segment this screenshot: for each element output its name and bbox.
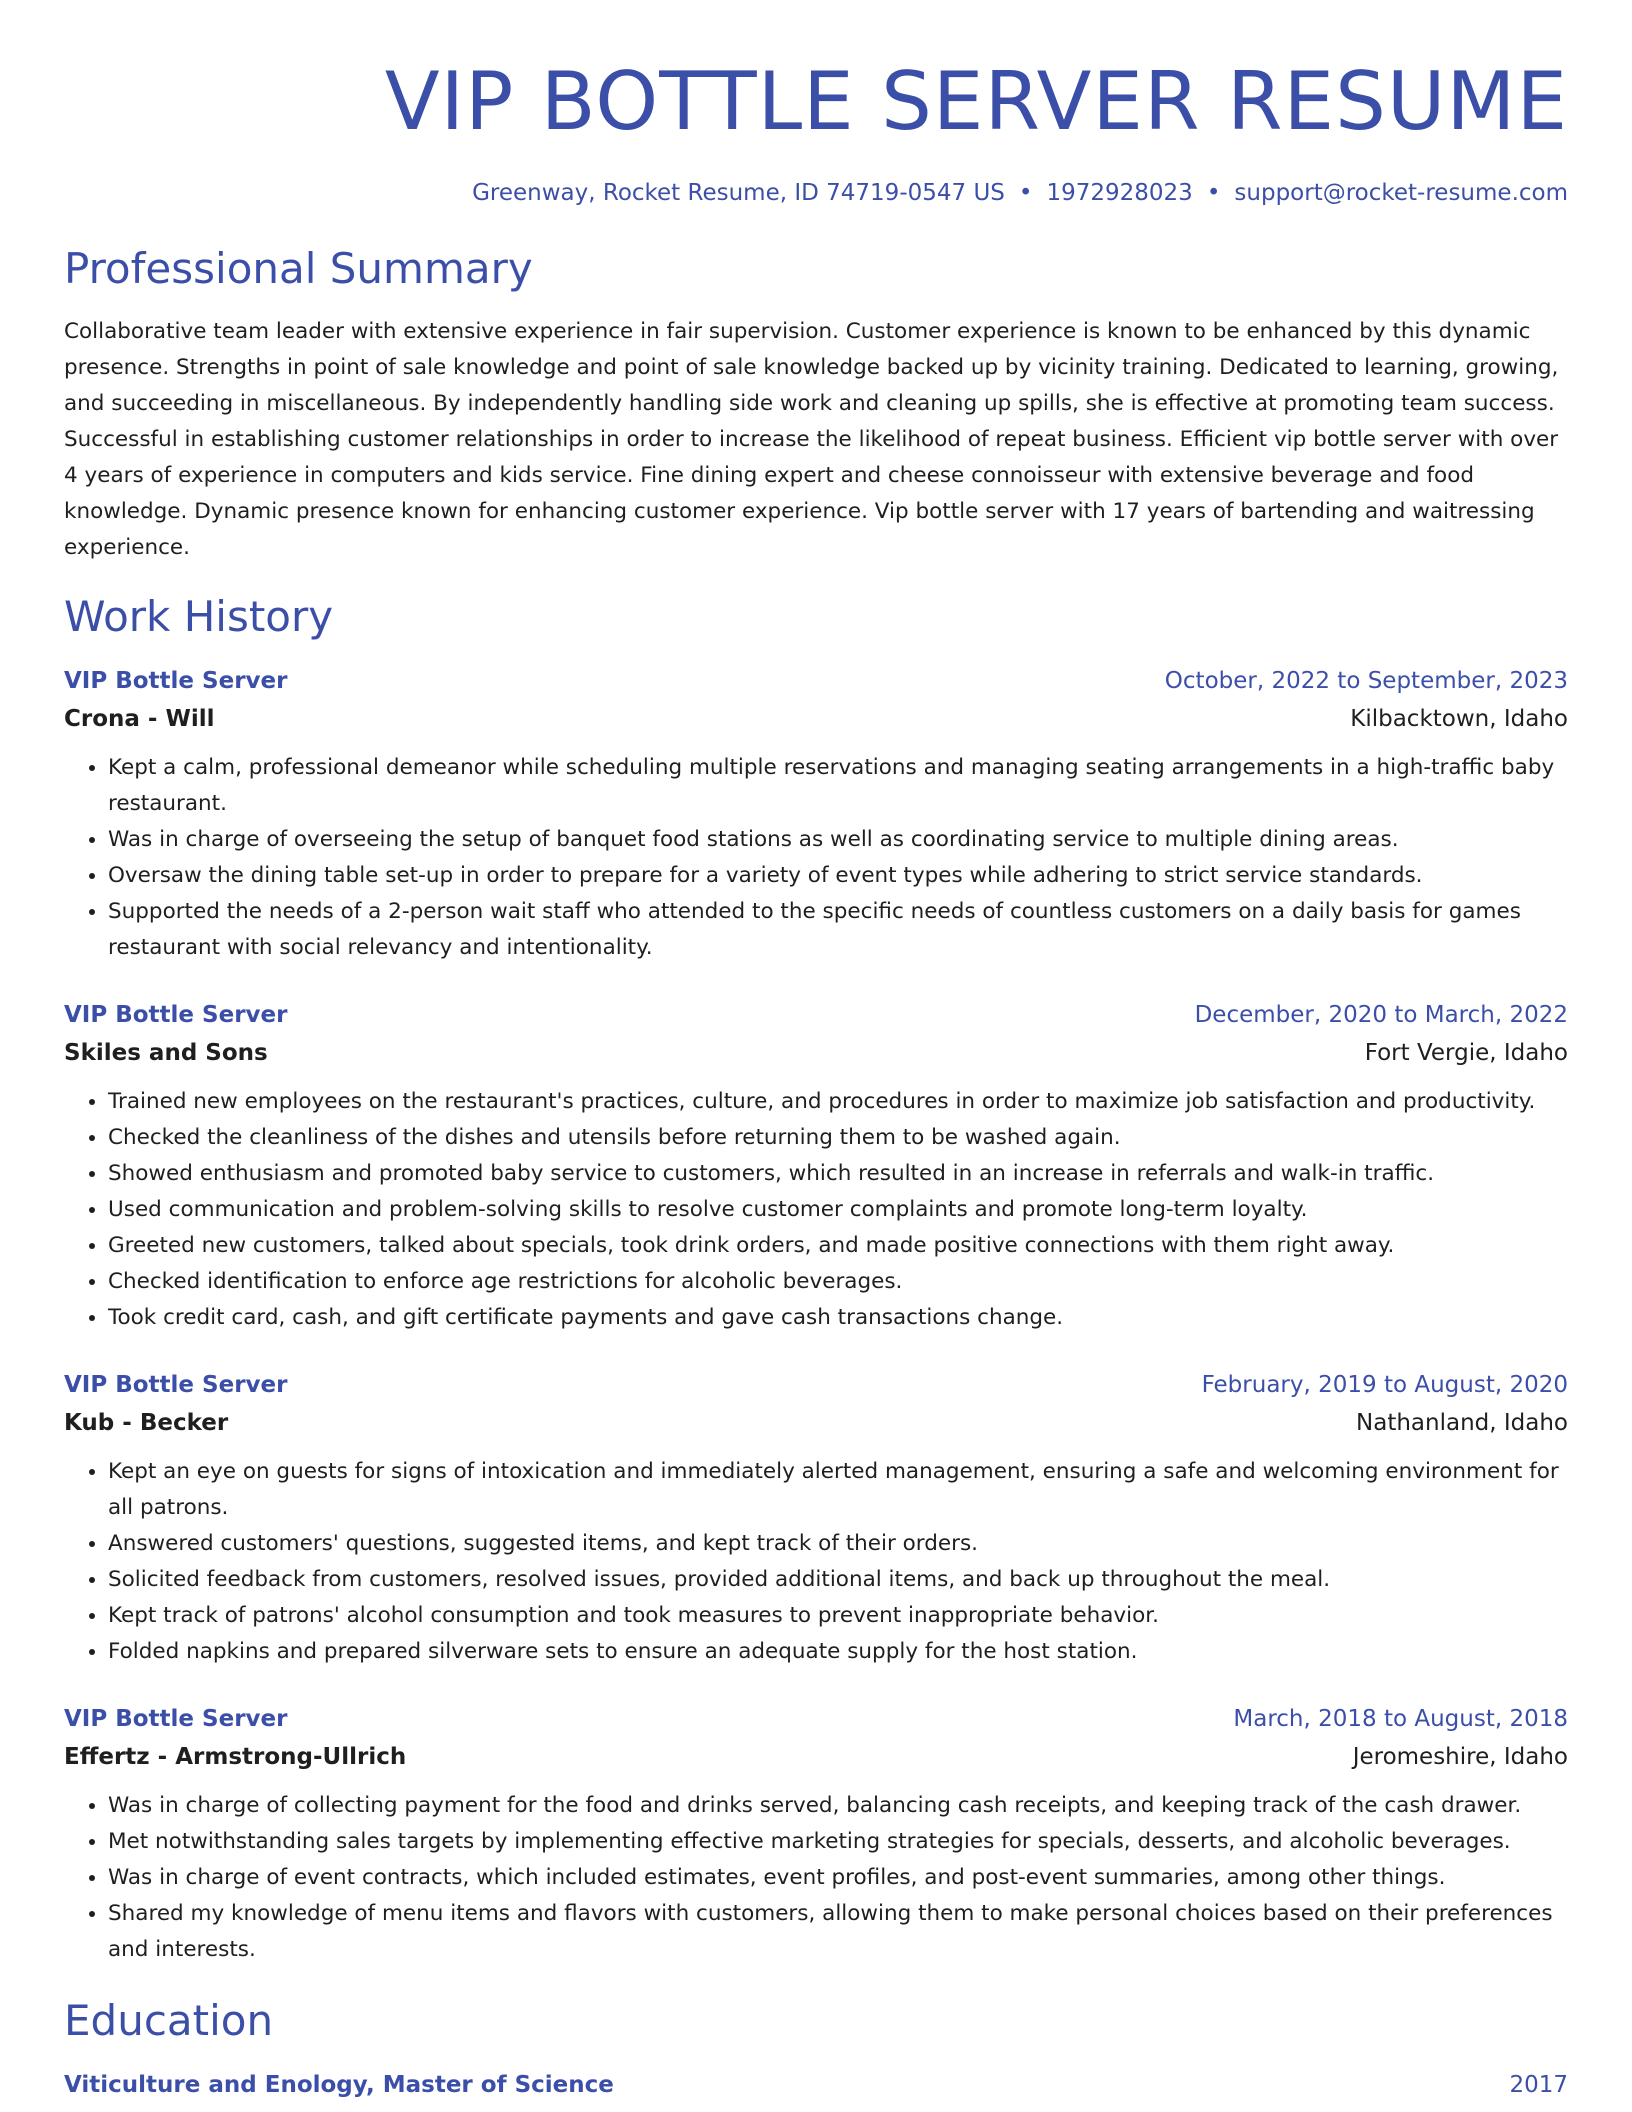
work-history-list: [64, 662, 1568, 1968]
job-bullet: • Solicited feedback from customers, resolved issues, provided additional items, and back up throughout the meal.: [108, 1562, 1568, 1598]
contact-separator: •: [1018, 180, 1033, 206]
job-bullet-list: [64, 1788, 1568, 1968]
job-bullet: • Was in charge of overseeing the setup of banquet food stations as well as coordinating service to multiple dining areas.: [108, 822, 1568, 858]
job-bullet: • Trained new employees on the restaurant's practices, culture, and procedures in order to maximize job satisfaction and productivity.: [108, 1084, 1568, 1120]
job-bullet: • Kept track of patrons' alcohol consumption and took measures to prevent inappropriate behavior.: [108, 1598, 1568, 1634]
job-title: VIP Bottle Server: [64, 1371, 288, 1398]
job-company-row: [64, 1738, 1568, 1776]
job-bullet: • Was in charge of collecting payment for the food and drinks served, balancing cash receipts, and keeping track of the cash drawer.: [108, 1788, 1568, 1824]
job-bullet: • Checked the cleanliness of the dishes and utensils before returning them to be washed again.: [108, 1120, 1568, 1156]
job-header-row: [64, 1366, 1568, 1404]
work-history-heading: Work History: [64, 591, 334, 641]
job-company: Kub - Becker: [64, 1409, 229, 1436]
education-heading: Education: [64, 1995, 274, 2045]
job-company-row: [64, 700, 1568, 738]
job-location: Kilbacktown, Idaho: [1350, 705, 1568, 732]
job-title: VIP Bottle Server: [64, 667, 288, 694]
job-dates: February, 2019 to August, 2020: [1201, 1371, 1568, 1398]
job-bullet: • Folded napkins and prepared silverware sets to ensure an adequate supply for the host station.: [108, 1634, 1568, 1670]
job-bullet: • Shared my knowledge of menu items and flavors with customers, allowing them to make personal choices based on their preferences and interests.: [108, 1896, 1568, 1968]
job-dates: December, 2020 to March, 2022: [1194, 1001, 1568, 1028]
resume-title: VIP BOTTLE SERVER RESUME: [384, 55, 1568, 148]
job-company: Effertz - Armstrong-Ullrich: [64, 1743, 407, 1770]
contact-email[interactable]: support@rocket-resume.com: [1234, 180, 1568, 206]
education-degree: Viticulture and Enology, Master of Science: [64, 2072, 614, 2099]
contact-phone[interactable]: 1972928023: [1046, 180, 1193, 206]
job-bullet-list: [64, 1084, 1568, 1336]
job-bullet-list: [64, 1454, 1568, 1670]
job-bullet: • Greeted new customers, talked about specials, took drink orders, and made positive connections with them right away.: [108, 1228, 1568, 1264]
job-bullet: • Answered customers' questions, suggested items, and kept track of their orders.: [108, 1526, 1568, 1562]
job-bullet: • Was in charge of event contracts, which included estimates, event profiles, and post-event summaries, among other things.: [108, 1860, 1568, 1896]
job-bullet: • Met notwithstanding sales targets by implementing effective marketing strategies for specials, desserts, and alcoholic beverages.: [108, 1824, 1568, 1860]
job-bullet: • Showed enthusiasm and promoted baby service to customers, which resulted in an increase in referrals and walk-in traffic.: [108, 1156, 1568, 1192]
job-title: VIP Bottle Server: [64, 1001, 288, 1028]
job-bullet: • Kept a calm, professional demeanor while scheduling multiple reservations and managing seating arrangements in a high-traffic baby restaurant.: [108, 750, 1568, 822]
job-bullet: • Kept an eye on guests for signs of intoxication and immediately alerted management, ensuring a safe and welcoming environment for all patrons.: [108, 1454, 1568, 1526]
resume-page: [64, 0, 1568, 2098]
job-header-row: [64, 662, 1568, 700]
education-year: 2017: [1509, 2072, 1568, 2099]
job-header-row: [64, 1700, 1568, 1738]
job-header-row: [64, 996, 1568, 1034]
job-location: Jeromeshire, Idaho: [1352, 1743, 1568, 1770]
job-company-row: [64, 1034, 1568, 1072]
job-location: Fort Vergie, Idaho: [1364, 1039, 1568, 1066]
job-bullet: • Used communication and problem-solving skills to resolve customer complaints and promote long-term loyalty.: [108, 1192, 1568, 1228]
summary-heading: Professional Summary: [64, 243, 533, 293]
contact-line: [64, 180, 1568, 208]
job-location: Nathanland, Idaho: [1356, 1409, 1568, 1436]
job-entry: [64, 996, 1568, 1336]
summary-text: Collaborative team leader with extensive experience in fair supervision. Customer experience is known to be enhanced by this dynamic presence. Strengths in point of sale knowledge and point of sale knowledge backed up by vicinity training. Dedicated to learning, growing, and succeeding in miscellaneous. By independently handling side work and cleaning up spills, she is effective at promoting team success. Successful in establishing customer relationships in order to increase the likelihood of repeat business. Efficient vip bottle server with over 4 years of experience in computers and kids service. Fine dining expert and cheese connoisseur with extensive beverage and food knowledge. Dynamic presence known for enhancing customer experience. Vip bottle server with 17 years of bartending and waitressing experience.: [64, 318, 1559, 560]
job-bullet: • Checked identification to enforce age restrictions for alcoholic beverages.: [108, 1264, 1568, 1300]
job-entry: [64, 662, 1568, 966]
contact-address: Greenway, Rocket Resume, ID 74719-0547 US: [472, 180, 1005, 206]
job-company: Skiles and Sons: [64, 1039, 268, 1066]
contact-separator: •: [1206, 180, 1221, 206]
job-bullet-list: [64, 750, 1568, 966]
job-entry: [64, 1700, 1568, 1968]
job-entry: [64, 1366, 1568, 1670]
job-company-row: [64, 1404, 1568, 1442]
job-dates: March, 2018 to August, 2018: [1233, 1705, 1568, 1732]
job-bullet: • Supported the needs of a 2-person wait staff who attended to the specific needs of countless customers on a daily basis for games restaurant with social relevancy and intentionality.: [108, 894, 1568, 966]
job-dates: October, 2022 to September, 2023: [1164, 667, 1568, 694]
job-bullet: • Took credit card, cash, and gift certificate payments and gave cash transactions change.: [108, 1300, 1568, 1336]
job-bullet: • Oversaw the dining table set-up in order to prepare for a variety of event types while adhering to strict service standards.: [108, 858, 1568, 894]
job-company: Crona - Will: [64, 705, 215, 732]
job-title: VIP Bottle Server: [64, 1705, 288, 1732]
education-entry: [64, 2072, 1568, 2098]
